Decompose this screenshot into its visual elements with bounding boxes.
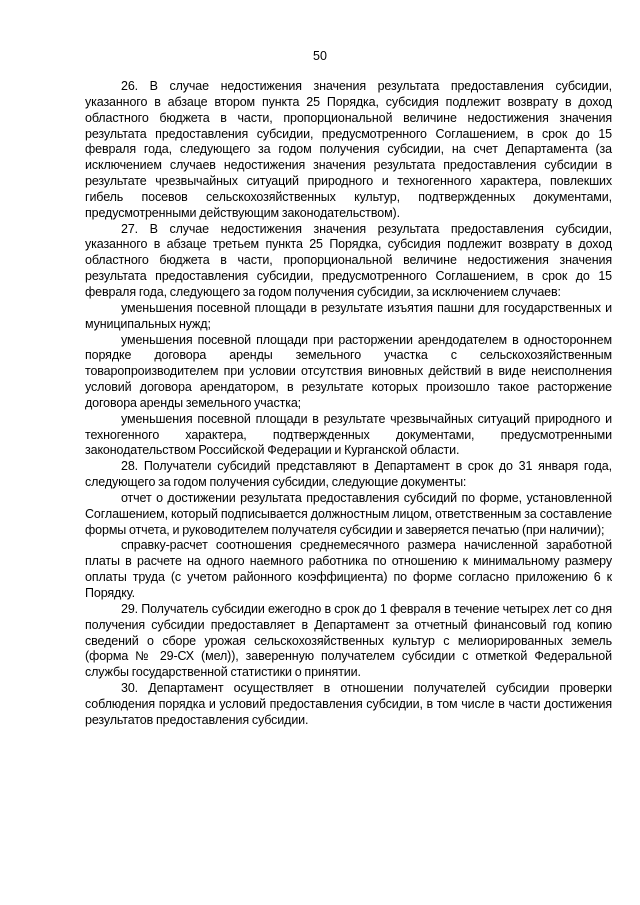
document-body — [85, 79, 612, 729]
paragraph-salary-certificate: справку-расчет соотношения среднемесячного размера начисленной заработной платы в расчете на одного наемного работника по отношению к минимальному размеру оплаты труда (с учетом районного коэффициента) по форме согласно приложению 6 к Порядку. — [85, 538, 612, 600]
paragraph-item-27: 27. В случае недостижения значения результата предоставления субсидии, указанного в абзаце третьем пункта 25 Порядка, субсидия подлежит возврату в доход областного бюджета в части, пропорциональной величине недостижения значения результата предоставления субсидии, предусмотренного Соглашением, в срок до 15 февраля года, следующего за годом получения субсидии, за исключением случаев: — [85, 221, 612, 299]
paragraph-item-29: 29. Получатель субсидии ежегодно в срок до 1 февраля в течение четырех лет со дня получения субсидии предоставляет в Департамент за отчетный финансовый год копию сведений о сборе урожая сельскохозяйственных культур с мелиорированных земель (форма № 29-СХ (мел)), заверенную получателем субсидии с отметкой Федеральной службы государственной статистики о принятии. — [85, 601, 612, 680]
paragraph-exception-land-seizure: уменьшения посевной площади в результате изъятия пашни для государственных и муниципальных нужд; — [85, 300, 612, 331]
paragraph-item-26: 26. В случае недостижения значения результата предоставления субсидии, указанного в абзаце втором пункта 25 Порядка, субсидия подлежит возврату в доход областного бюджета в части, пропорциональной величине недостижения значения результата предоставления субсидии, предусмотренного Соглашением, в срок до 15 февраля года, следующего за годом получения субсидии, на счет Департамента (за исключением случаев недостижения значения результата предоставления субсидии в результате чрезвычайных ситуаций природного и техногенного характера, повлекших гибель посевов сельскохозяйственных культур, подтвержденных документами, предусмотренными действующим законодательством). — [85, 79, 612, 220]
paragraph-item-30: 30. Департамент осуществляет в отношении получателей субсидии проверки соблюдения порядка и условий предоставления субсидии, в том числе в части достижения результатов предоставления субсидии. — [85, 681, 612, 727]
page-number: 50 — [313, 49, 327, 63]
paragraph-exception-lease-termination: уменьшения посевной площади при расторжении арендодателем в одностороннем порядке договора аренды земельного участка с сельскохозяйственным товаропроизводителем при условии отсутствия виновных действий в виде неисполнения условий договора арендатором, в результате которых произошло такое расторжение договора аренды земельного участка; — [85, 332, 612, 410]
paragraph-item-28: 28. Получатели субсидий представляют в Департамент в срок до 31 января года, следующего за годом получения субсидии, следующие документы: — [85, 459, 612, 490]
paragraph-exception-emergency: уменьшения посевной площади в результате чрезвычайных ситуаций природного и техногенного характера, подтвержденных документами, предусмотренными законодательством Российской Федерации и Курганской области. — [85, 411, 612, 458]
paragraph-report-document: отчет о достижении результата предоставления субсидий по форме, установленной Соглашением, который подписывается должностным лицом, ответственным за составление формы отчета, и руководителем получателя субсидии и заверяется печатью (при наличии); — [85, 490, 612, 537]
